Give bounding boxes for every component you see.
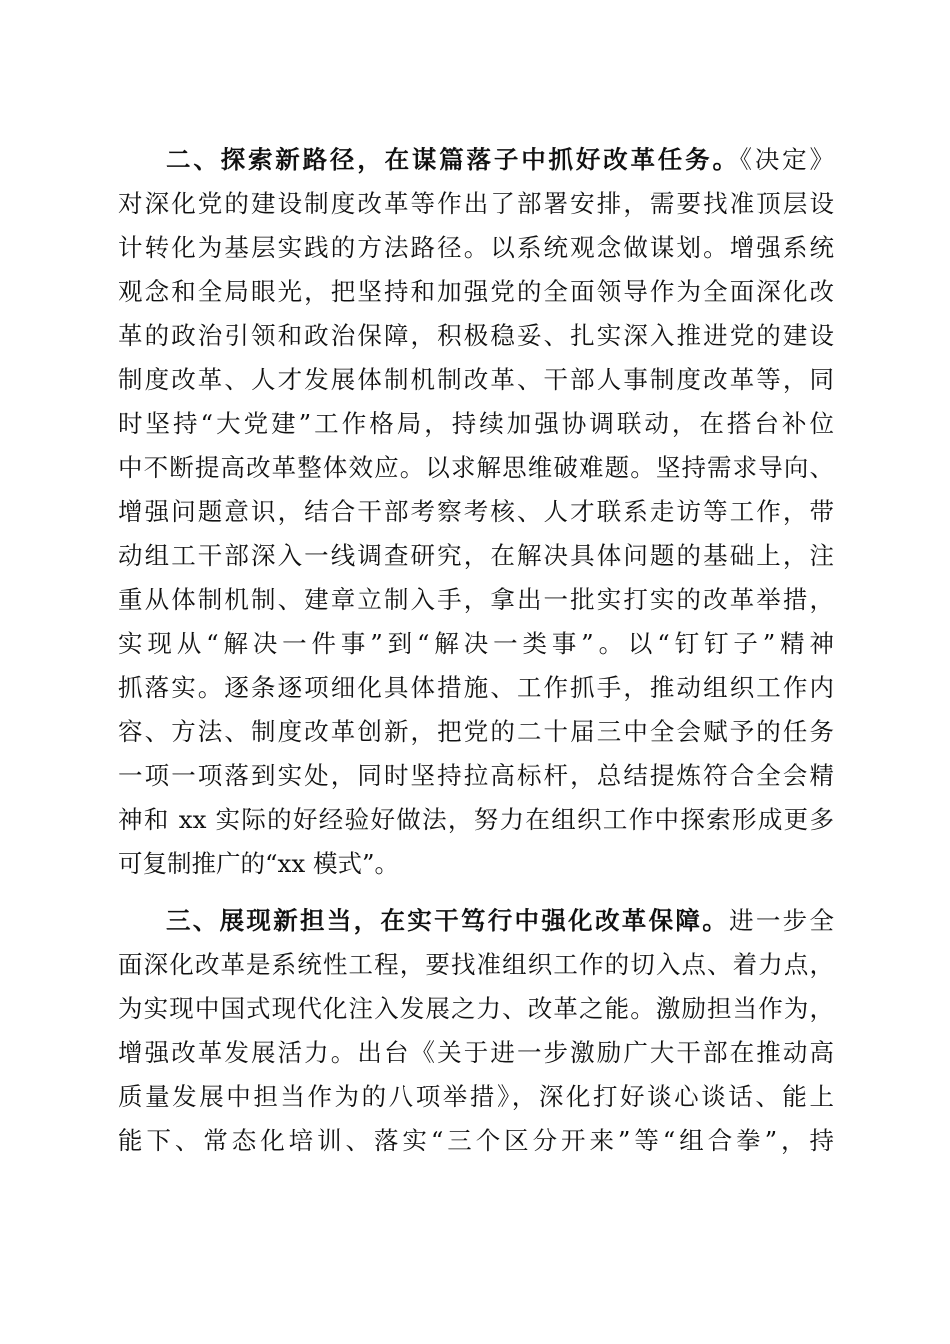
paragraph-line: 重从体制机制、建章立制入手，拿出一批实打实的改革举措，	[118, 585, 834, 614]
paragraph-line: 革的政治引领和政治保障，积极稳妥、扎实深入推进党的建设	[118, 321, 834, 350]
paragraph-line: 中不断提高改革整体效应。以求解思维破难题。坚持需求导向、	[118, 453, 834, 482]
paragraph-line: 实现从“解决一件事”到“解决一类事”。以“钉钉子”精神	[118, 629, 834, 658]
paragraph-line: 容、方法、制度改革创新，把党的二十届三中全会赋予的任务	[118, 717, 834, 746]
section-2-text: 《决定》	[739, 145, 834, 174]
paragraph-line: 动组工干部深入一线调查研究，在解决具体问题的基础上，注	[118, 541, 834, 570]
paragraph-line: 神和 xx 实际的好经验好做法，努力在组织工作中探索形成更多	[118, 805, 834, 834]
section-2-line-1	[166, 138, 834, 182]
paragraph-line: 观念和全局眼光，把坚持和加强党的全面领导作为全面深化改	[118, 277, 834, 306]
paragraph-line: 制度改革、人才发展体制机制改革、干部人事制度改革等，同	[118, 365, 834, 394]
section-3-heading: 三、展现新担当，在实干笃行中强化改革保障。	[166, 906, 730, 935]
paragraph-line: 质量发展中担当作为的八项举措》，深化打好谈心谈话、能上	[118, 1082, 834, 1111]
paragraph-line: 计转化为基层实践的方法路径。以系统观念做谋划。增强系统	[118, 233, 834, 262]
paragraph-line: 增强改革发展活力。出台《关于进一步激励广大干部在推动高	[118, 1038, 834, 1067]
paragraph-line: 时坚持“大党建”工作格局，持续加强协调联动，在搭台补位	[118, 409, 834, 438]
paragraph-line: 为实现中国式现代化注入发展之力、改革之能。激励担当作为，	[118, 994, 834, 1023]
section-3-text: 进一步全	[729, 906, 834, 935]
paragraph-line: 可复制推广的“xx 模式”。	[118, 849, 399, 878]
section-2-heading: 二、探索新路径，在谋篇落子中抓好改革任务。	[166, 145, 740, 174]
paragraph-line: 一项一项落到实处，同时坚持拉高标杆，总结提炼符合全会精	[118, 761, 834, 790]
paragraph-line: 对深化党的建设制度改革等作出了部署安排，需要找准顶层设	[118, 189, 834, 218]
paragraph-line: 能下、常态化培训、落实“三个区分开来”等“组合拳”，持	[118, 1126, 834, 1155]
section-3-line-1	[166, 899, 834, 943]
paragraph-line: 面深化改革是系统性工程，要找准组织工作的切入点、着力点，	[118, 950, 834, 979]
paragraph-line: 增强问题意识，结合干部考察考核、人才联系走访等工作，带	[118, 497, 834, 526]
paragraph-line: 抓落实。逐条逐项细化具体措施、工作抓手，推动组织工作内	[118, 673, 834, 702]
